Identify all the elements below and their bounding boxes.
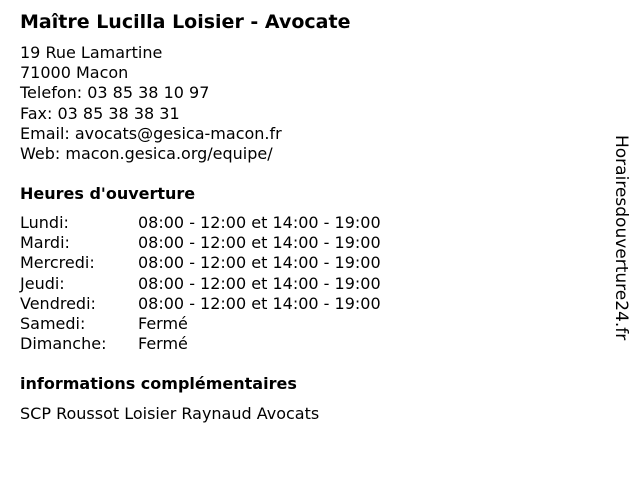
email-address: Email: avocats@gesica-macon.fr (20, 123, 282, 143)
page-title: Maître Lucilla Loisier - Avocate (20, 11, 351, 33)
additional-info-heading: informations complémentaires (20, 374, 297, 393)
day-label: Dimanche: (20, 334, 107, 354)
day-label: Lundi: (20, 213, 69, 232)
opening-hours-heading: Heures d'ouverture (20, 184, 196, 203)
day-hours: 08:00 - 12:00 et 14:00 - 19:00 (138, 293, 381, 313)
phone-number: Telefon: 03 85 38 10 97 (20, 83, 210, 103)
city-address: 71000 Macon (20, 63, 129, 83)
address-block (20, 43, 282, 164)
street-address: 19 Rue Lamartine (20, 43, 163, 62)
day-hours: Fermé (138, 334, 188, 354)
day-label: Samedi: (20, 313, 86, 333)
day-hours: 08:00 - 12:00 et 14:00 - 19:00 (138, 253, 381, 273)
day-hours: 08:00 - 12:00 et 14:00 - 19:00 (138, 233, 381, 253)
day-label: Jeudi: (20, 273, 65, 293)
day-hours: 08:00 - 12:00 et 14:00 - 19:00 (138, 273, 381, 293)
additional-info-text: SCP Roussot Loisier Raynaud Avocats (20, 404, 320, 423)
day-hours: Fermé (138, 313, 188, 333)
day-label: Mercredi: (20, 253, 95, 273)
fax-number: Fax: 03 85 38 38 31 (20, 103, 180, 123)
day-label: Vendredi: (20, 293, 96, 313)
site-watermark: Horairesdouverture24.fr (611, 135, 631, 341)
day-label: Mardi: (20, 233, 70, 253)
website-address: Web: macon.gesica.org/equipe/ (20, 143, 273, 163)
day-hours: 08:00 - 12:00 et 14:00 - 19:00 (138, 213, 381, 232)
